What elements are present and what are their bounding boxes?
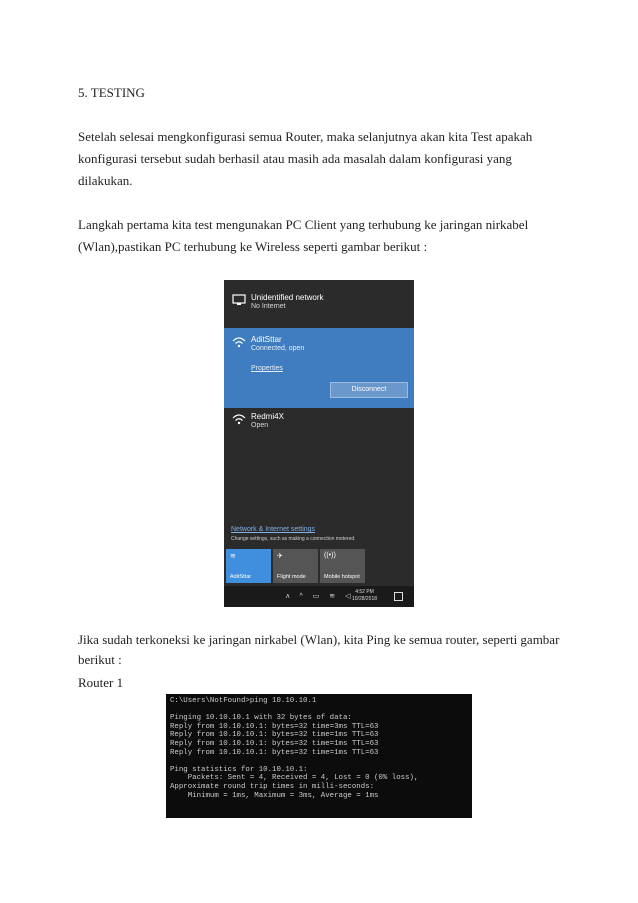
console-line <box>170 706 472 715</box>
tile-label: Mobile hotspot <box>324 574 360 580</box>
wifi-icon: ≋ <box>230 553 236 560</box>
tile-label: AditSttar <box>230 574 252 580</box>
paragraph-first-step: Langkah pertama kita test mengunakan PC Client yang terhubung ke jaringan nirkabel (Wlan),pastikan PC terhubung ke Wireless seperti gambar berikut : <box>78 217 529 254</box>
console-line: Packets: Sent = 4, Received = 4, Lost = 0 (0% loss), <box>170 774 419 783</box>
console-line: Reply from 10.10.10.1: bytes=32 time=1ms TTL=63 <box>170 748 379 757</box>
network-status: Connected, open <box>251 345 305 352</box>
console-line: Ping statistics for 10.10.10.1: <box>170 765 308 774</box>
disconnect-button[interactable]: Disconnect <box>330 382 408 398</box>
wifi-icon <box>232 336 246 348</box>
quick-tile-mobile-hotspot[interactable] <box>320 549 365 583</box>
notification-icon[interactable] <box>394 592 403 601</box>
quick-tile-flight-mode[interactable] <box>273 549 318 583</box>
hotspot-icon: ((•)) <box>324 552 336 559</box>
tray-icons[interactable]: ʌ ^ ▭ ≋ ◁ <box>286 593 355 600</box>
console-ping-screenshot <box>166 694 472 818</box>
wifi-flyout-screenshot <box>224 280 414 607</box>
network-name: Redmi4X <box>251 412 284 421</box>
console-line: Reply from 10.10.10.1: bytes=32 time=3ms TTL=63 <box>170 722 379 731</box>
network-item-redmi4x[interactable] <box>224 405 414 445</box>
console-line: Approximate round trip times in milli-seconds: <box>170 782 375 791</box>
console-line: Reply from 10.10.10.1: bytes=32 time=1ms TTL=63 <box>170 739 379 748</box>
tile-label: Flight mode <box>277 574 306 580</box>
paragraph-intro: Setelah selesai mengkonfigurasi semua Router, maka selanjutnya akan kita Test apakah konfigurasi tersebut sudah berhasil atau masih ada masalah dalam konfigurasi yang dilakukan. <box>78 129 533 188</box>
network-item-unidentified[interactable] <box>224 286 414 326</box>
properties-link[interactable]: Properties <box>251 365 283 372</box>
paragraph-ping-intro: Jika sudah terkoneksi ke jaringan nirkabel (Wlan), kita Ping ke semua router, seperti gambar berikut : <box>78 632 560 667</box>
network-status: No Internet <box>251 303 286 310</box>
console-line <box>170 757 472 766</box>
quick-tile-wifi[interactable] <box>226 549 271 583</box>
network-status: Open <box>251 422 269 429</box>
section-heading: 5. TESTING <box>78 85 145 100</box>
console-line: Pinging 10.10.10.1 with 32 bytes of data: <box>170 714 352 723</box>
network-item-aditsttar[interactable] <box>224 328 414 408</box>
airplane-icon: ✈ <box>277 553 283 560</box>
console-line: Reply from 10.10.10.1: bytes=32 time=1ms TTL=63 <box>170 731 379 740</box>
clock-date: 10/28/2018 <box>352 596 378 602</box>
network-name: Unidentified network <box>251 293 324 302</box>
router-label: Router 1 <box>78 675 124 690</box>
network-settings-link[interactable]: Network & Internet settings <box>231 526 316 533</box>
monitor-network-icon <box>232 294 246 306</box>
console-line: Minimum = 1ms, Maximum = 3ms, Average = 1ms <box>170 791 379 800</box>
clock-time: 4:52 PM <box>355 589 374 595</box>
network-settings-description: Change settings, such as making a connection metered. <box>231 536 356 542</box>
taskbar-clock[interactable] <box>352 589 377 603</box>
console-line: C:\Users\NotFound>ping 10.10.10.1 <box>170 697 317 705</box>
wifi-icon <box>232 413 246 425</box>
taskbar <box>224 586 414 607</box>
network-name: AditSttar <box>251 335 282 344</box>
